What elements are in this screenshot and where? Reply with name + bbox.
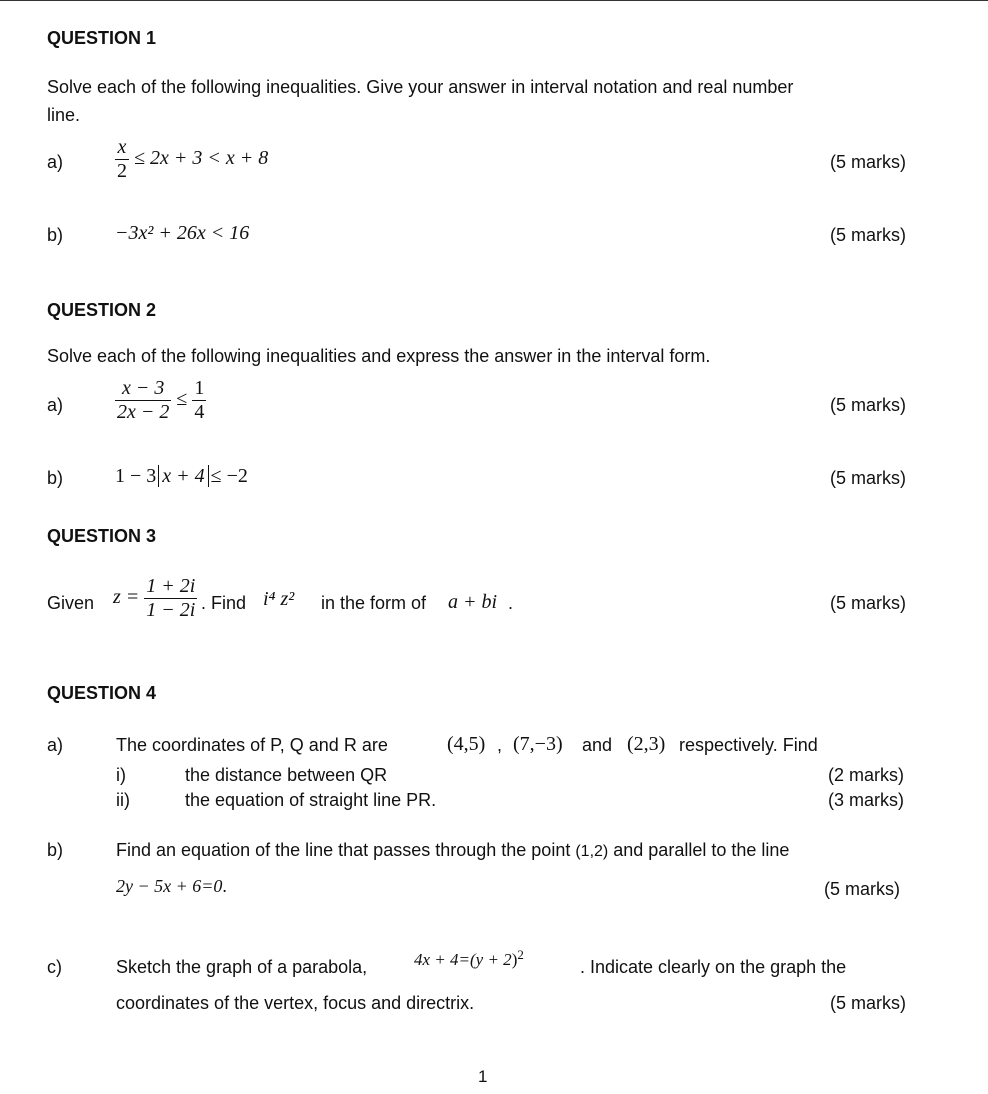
q4a-and: and [582,735,613,755]
q3-form-text: in the form of [321,593,427,613]
q3-find: . Find [201,593,247,613]
question-1-heading: QUESTION 1 [47,28,157,48]
q3-expression: i⁴ z² [263,588,295,610]
q1b-marks: (5 marks) [830,225,906,245]
q4a-comma: , [497,735,503,755]
q3-z-definition: z = $\frac{1 + 2i}{1 - 2i}$ [113,575,196,621]
question-4-heading: QUESTION 4 [47,683,157,703]
q4c-text1: Sketch the graph of a parabola, [116,957,368,977]
q4c-marks: (5 marks) [830,993,906,1013]
q4c-parabola-equation: $4x + 4=(y + 2)^2$ [414,947,524,969]
q1b-label: b) [47,225,64,245]
q4aii-text: the equation of straight line PR. [185,790,437,810]
q3-given: Given [47,593,95,613]
q2b-label: b) [47,468,64,488]
q4a-text: The coordinates of P, Q and R are [116,735,388,755]
question-3-heading: QUESTION 3 [47,526,157,546]
q4b-label: b) [47,840,64,860]
page-number: 1 [478,1067,488,1086]
q4ai-marks: (2 marks) [828,765,904,785]
q4a-label: a) [47,735,64,755]
q1b-expression: −3x² + 26x < 16 [115,222,250,244]
q2b-expression: 1 − 3 x + 4 ≤ −2 [115,465,248,487]
q4ai-label: i) [116,765,126,785]
q2b-marks: (5 marks) [830,468,906,488]
q4aii-label: ii) [116,790,130,810]
q4c-label: c) [47,957,62,977]
question-1-instruction-cont: line. [47,105,81,125]
top-border-line [0,0,988,1]
question-2-instruction: Solve each of the following inequalities and express the answer in the interval form. [47,346,711,366]
q4b-text: Find an equation of the line that passes through the point (1,2) and parallel to the line [116,840,790,860]
q1a-marks: (5 marks) [830,152,906,172]
q4a-point-q: (7,−3) [513,733,563,755]
q4b-marks: (5 marks) [824,879,900,899]
q4a-point-r: (2,3) [627,733,666,755]
q4ai-text: the distance between QR [185,765,388,785]
q3-marks: (5 marks) [830,593,906,613]
q4b-line-equation: 2y − 5x + 6=0. [116,876,227,896]
q1a-expression: $\frac{x}{2}$ ≤ 2x + 3 < x + 8 [117,136,269,182]
q4a-text2: respectively. Find [679,735,818,755]
q4b-point: (1,2) [575,843,609,860]
q3-period: . [508,593,514,613]
question-2-heading: QUESTION 2 [47,300,157,320]
q4aii-marks: (3 marks) [828,790,904,810]
q1a-label: a) [47,152,64,172]
q4a-point-p: (4,5) [447,733,486,755]
q2a-label: a) [47,395,64,415]
q2a-expression: $\frac{x - 3}{2x - 2}$ ≤ $\frac{1}{4}$ [117,377,205,423]
question-1-instruction: Solve each of the following inequalities. Give your answer in interval notation and real number [47,77,794,97]
q4c-text3: coordinates of the vertex, focus and directrix. [116,993,475,1013]
q3-abi: a + bi [448,591,498,613]
q2a-marks: (5 marks) [830,395,906,415]
q4c-text2: . Indicate clearly on the graph the [580,957,847,977]
